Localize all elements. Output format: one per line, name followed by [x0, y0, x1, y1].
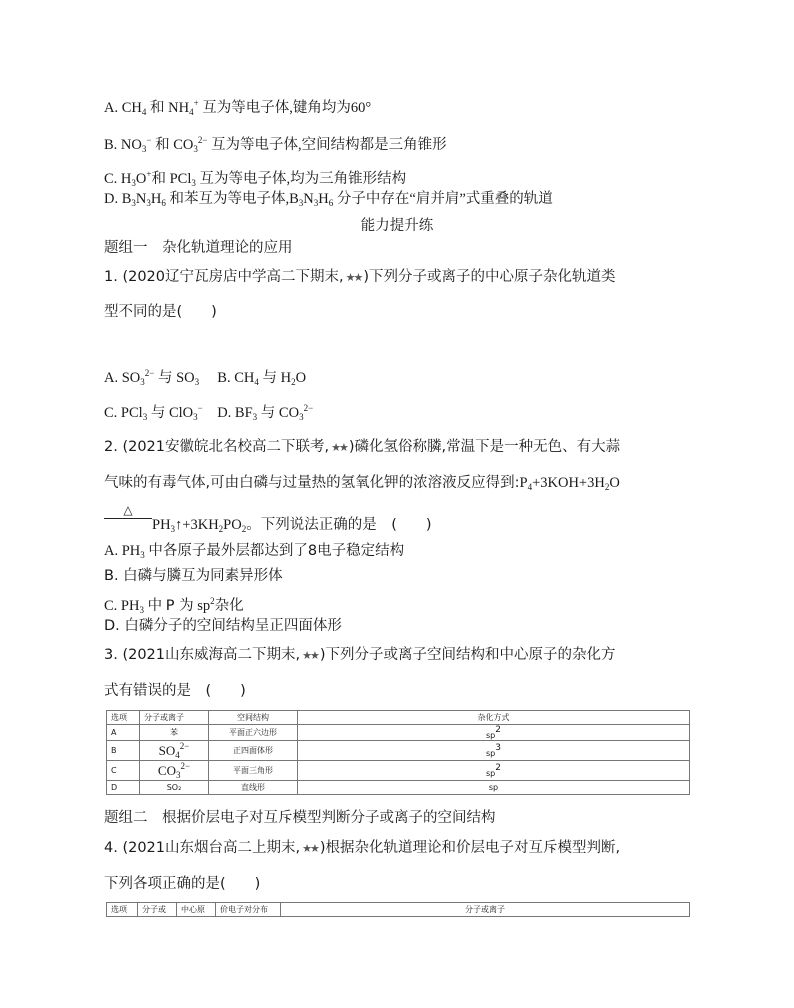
table-row — [107, 741, 690, 761]
option-a: A. $CH_4$ 和 $NH_4^+$ 互为等电子体,键角均为60° — [104, 98, 372, 117]
table-cell: $sp^3$ — [298, 741, 690, 761]
q2-stem-line2: 气味的有毒气体,可由白磷与过量热的氢氧化钾的浓溶液反应得到$:P_4+3KOH+3H_2O$ — [104, 475, 620, 492]
q4-stem-line2: 下列各项正确的是( ) — [104, 876, 261, 892]
q3-table — [106, 710, 690, 795]
table-cell: $SO_4^{2-}$ — [140, 741, 209, 761]
table-row — [107, 761, 690, 781]
group2-heading: 题组二 根据价层电子对互斥模型判断分子或离子的空间结构 — [104, 810, 496, 826]
table-header: 分子或离子 — [281, 903, 690, 917]
q2-stem: 2. (2021安徽皖北名校高二下联考, ★★ )磷化氢俗称膦,常温下是一种无色、有大蒜 — [104, 439, 621, 455]
table-cell: $sp^2$ — [298, 725, 690, 741]
table-cell: 平面正六边形 — [209, 725, 298, 741]
table-cell: SO₂ — [140, 781, 209, 795]
section-title: 能力提升练 — [360, 218, 434, 234]
table-header: 分子或离子 — [140, 711, 209, 725]
table-header-row — [107, 903, 690, 917]
q1-options-ab: A. $SO_3^{2-}$ 与 $SO_3$ B. $CH_4$ 与 $H_2O$ — [104, 368, 307, 387]
reaction-arrow-line — [104, 518, 152, 519]
table-header: 中心原 — [177, 903, 216, 917]
q1-stem: 1. (2020辽宁瓦房店中学高二下期末, ★★ )下列分子或离子的中心原子杂化轨道类 — [104, 269, 616, 285]
table-cell: D — [107, 781, 140, 795]
table-header: 选项 — [107, 903, 138, 917]
table-cell: $sp^2$ — [298, 761, 690, 781]
table-cell: $CO_3^{2-}$ — [140, 761, 209, 781]
q2-option-a: A. $PH_3$ 中各原子最外层都达到了8电子稳定结构 — [104, 543, 405, 560]
difficulty-stars-icon: ★★ — [302, 842, 318, 855]
option-b: B. $NO_3^-$ 和 $CO_3^{2-}$ 互为等电子体,空间结构都是三角锥形 — [104, 135, 447, 154]
q2-stem-line3: $PH_3↑+3KH_2PO_2$。下列说法正确的是 ( ) — [152, 517, 432, 534]
table-row — [107, 725, 690, 741]
option-d: D. $B_3N_3H_6$ 和苯互为等电子体$,B_3N_3H_6$ 分子中存在“肩并肩”式重叠的轨道 — [104, 191, 553, 208]
table-cell: 正四面体形 — [209, 741, 298, 761]
heat-triangle-icon: △ — [123, 503, 133, 517]
table-header: 分子或 — [138, 903, 177, 917]
table-cell: A — [107, 725, 140, 741]
group1-heading: 题组一 杂化轨道理论的应用 — [104, 240, 293, 256]
difficulty-stars-icon: ★★ — [345, 271, 362, 284]
q1-options-cd: C. PCl$_3$ 与 ClO$_3$− D. $BF_3$ 与 $CO_3^{2-}$ — [104, 403, 314, 422]
q2-option-d: D. 白磷分子的空间结构呈正四面体形 — [104, 618, 342, 634]
table-cell: C — [107, 761, 140, 781]
table-header: 杂化方式 — [298, 711, 690, 725]
q3-stem: 3. (2021山东威海高二下期末, ★★ )下列分子或离子空间结构和中心原子的杂化方 — [104, 647, 616, 663]
q2-option-b: B. 白磷与膦互为同素异形体 — [104, 568, 283, 584]
table-cell: sp — [298, 781, 690, 795]
q4-table — [106, 902, 690, 917]
table-header: 空间结构 — [209, 711, 298, 725]
table-header: 价电子对分布 — [216, 903, 281, 917]
difficulty-stars-icon: ★★ — [331, 441, 347, 454]
table-cell: 直线形 — [209, 781, 298, 795]
table-row — [107, 781, 690, 795]
q1-stem-line2: 型不同的是( ) — [104, 304, 217, 320]
table-header: 选项 — [107, 711, 140, 725]
q4-stem: 4. (2021山东烟台高二上期末, ★★ )根据杂化轨道理论和价层电子对互斥模型判断, — [104, 840, 621, 856]
table-cell: B — [107, 741, 140, 761]
difficulty-stars-icon: ★★ — [302, 649, 318, 662]
option-c: C. $H_3O^+$和 PCl$_3$ 互为等电子体,均为三角锥形结构 — [104, 169, 407, 188]
table-header-row — [107, 711, 690, 725]
q3-stem-line2: 式有错误的是 ( ) — [104, 683, 246, 699]
q2-option-c: C. $PH_3$ 中 P 为 $sp^2$杂化 — [104, 596, 244, 615]
table-cell: 平面三角形 — [209, 761, 298, 781]
table-cell: 苯 — [140, 725, 209, 741]
